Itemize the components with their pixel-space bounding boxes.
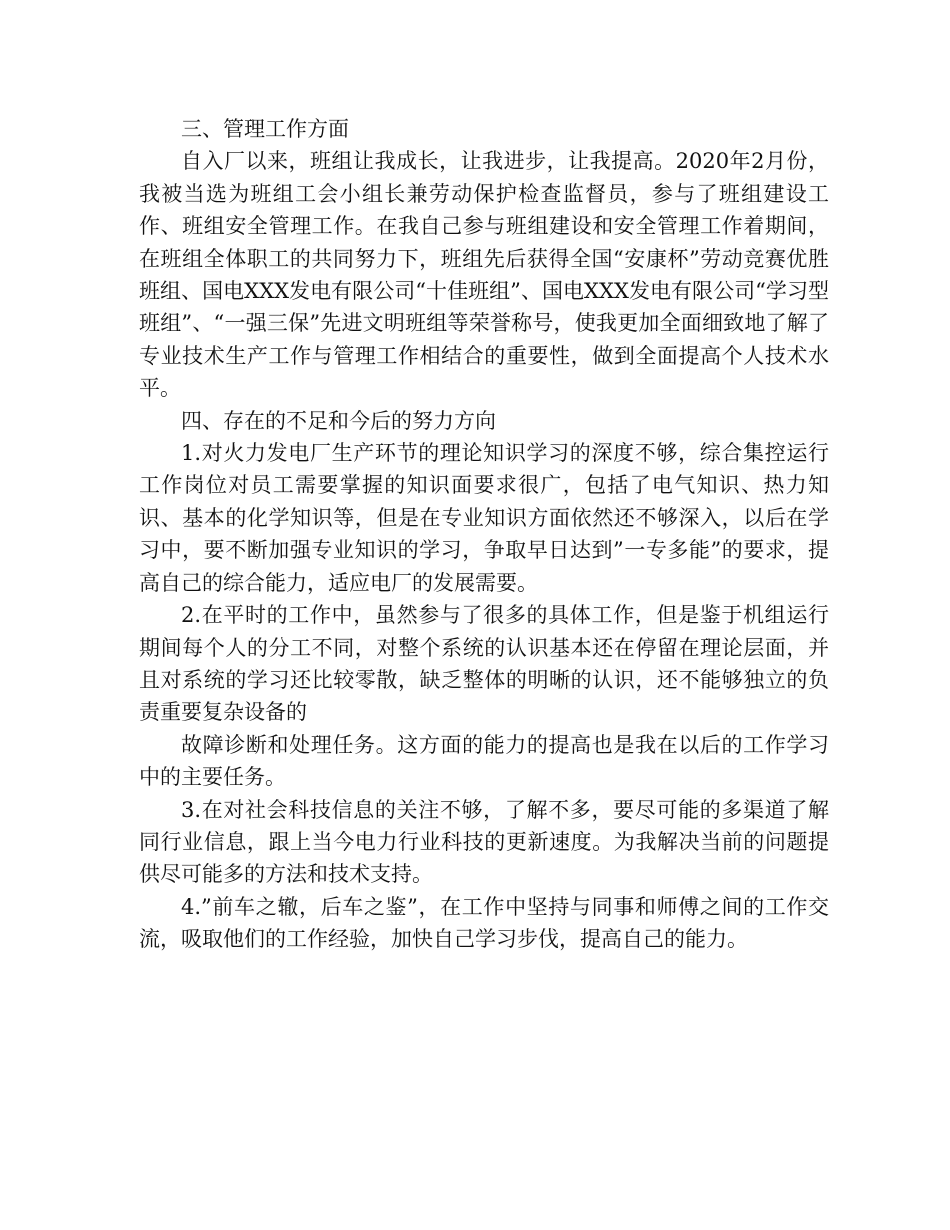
document-body: [139, 113, 829, 956]
paragraph-shortcoming-3: 3.在对社会科技信息的关注不够，了解不多，要尽可能的多渠道了解同行业信息，跟上当今电力行业科技的更新速度。为我解决当前的问题提供尽可能多的方法和技术支持。: [139, 797, 829, 887]
section-heading-shortcomings: 四、存在的不足和今后的努力方向: [181, 408, 496, 433]
paragraph-shortcoming-2: 2.在平时的工作中，虽然参与了很多的具体工作，但是鉴于机组运行期间每个人的分工不同，对整个系统的认识基本还在停留在理论层面，并且对系统的学习还比较零散，缺乏整体的明晰的认识，还不能够独立的负责重要复杂设备的: [139, 603, 829, 725]
paragraph-shortcoming-2-continued: 故障诊断和处理任务。这方面的能力的提高也是我在以后的工作学习中的主要任务。: [139, 732, 829, 790]
section-heading-management: 三、管理工作方面: [181, 117, 349, 141]
paragraph-shortcoming-4: 4.”前车之辙，后车之鉴”，在工作中坚持与同事和师傅之间的工作交流，吸取他们的工作经验，加快自己学习步伐，提高自己的能力。: [139, 894, 829, 952]
paragraph-management-experience: 自入厂以来，班组让我成长，让我进步，让我提高。2020年2月份，我被当选为班组工会小组长兼劳动保护检查监督员，参与了班组建设工作、班组安全管理工作。在我自己参与班组建设和安全管理工作着期间，在班组全体职工的共同努力下，班组先后获得全国“安康杯”劳动竞赛优胜班组、国电XXX发电有限公司“十佳班组”、国电XXX发电有限公司“学习型班组”、“一强三保”先进文明班组等荣誉称号，使我更加全面细致地了解了专业技术生产工作与管理工作相结合的重要性，做到全面提高个人技术水平。: [139, 149, 829, 401]
paragraph-shortcoming-1: 1.对火力发电厂生产环节的理论知识学习的深度不够，综合集控运行工作岗位对员工需要掌握的知识面要求很广，包括了电气知识、热力知识、基本的化学知识等，但是在专业知识方面依然还不够深入，以后在学习中，要不断加强专业知识的学习，争取早日达到”一专多能”的要求，提高自己的综合能力，适应电厂的发展需要。: [139, 441, 829, 595]
